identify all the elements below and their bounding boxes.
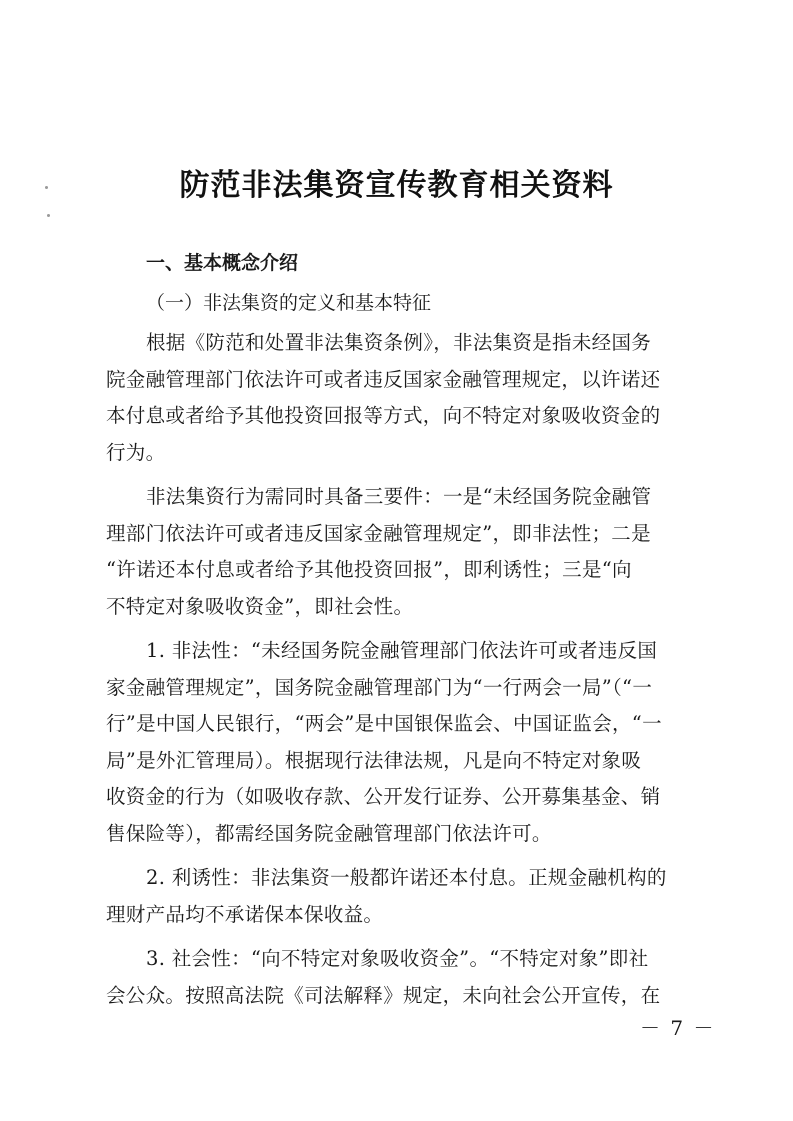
paragraph-line: 售保险等），都需经国务院金融管理部门依法许可。 (106, 821, 552, 845)
paragraph-line: 1. 非法性：“未经国务院金融管理部门依法许可或者违反国 (146, 639, 658, 662)
paragraph-line: 家金融管理规定”，国务院金融管理部门为“一行两会一局”（“一 (106, 675, 653, 699)
paragraph-line: 理财产品均不承诺保本保收益。 (106, 902, 384, 926)
paragraph-definition (106, 325, 706, 471)
paragraph-line: 行”是中国人民银行，“两会”是中国银保监会、中国证监会，“一 (106, 712, 662, 735)
page-number: － 7 － (640, 1016, 716, 1040)
document-title: 防范非法集资宣传教育相关资料 (179, 168, 614, 203)
section-heading: 一、基本概念介绍 (146, 252, 299, 274)
paragraph-line: 本付息或者给予其他投资回报等方式，向不特定对象吸收资金的 (106, 404, 661, 427)
scan-speck (47, 214, 50, 217)
subsection-heading: （一）非法集资的定义和基本特征 (146, 292, 432, 314)
paragraph-line: 行为。 (106, 440, 166, 464)
paragraph-line: 2. 利诱性：非法集资一般都许诺还本付息。正规金融机构的 (146, 866, 667, 889)
paragraph-line: 会公众。按照高法院《司法解释》规定，未向社会公开宣传，在 (106, 983, 661, 1007)
paragraph-line: 3. 社会性：“向不特定对象吸收资金”。“不特定对象”即社 (146, 947, 649, 970)
paragraph-inducement (106, 860, 706, 933)
paragraph-line: 理部门依法许可或者违反国家金融管理规定”，即非法性；二是 (106, 521, 651, 545)
paragraph-line: “许诺还本付息或者给予其他投资回报”，即利诱性；三是“向 (106, 558, 632, 581)
paragraph-line: 非法集资行为需同时具备三要件：一是“未经国务院金融管 (146, 485, 652, 508)
paragraph-line: 不特定对象吸收资金”，即社会性。 (106, 594, 414, 618)
paragraph-line: 院金融管理部门依法许可或者违反国家金融管理规定，以许诺还 (106, 367, 661, 391)
paragraph-line: 局”是外汇管理局）。根据现行法律法规，凡是向不特定对象吸 (106, 748, 642, 772)
document-body (106, 245, 706, 1022)
paragraph-three-elements (106, 479, 706, 625)
paragraph-illegality (106, 633, 706, 852)
paragraph-line: 根据《防范和处置非法集资条例》，非法集资是指未经国务 (146, 331, 652, 354)
paragraph-line: 收资金的行为（如吸收存款、公开发行证券、公开募集基金、销 (106, 785, 661, 808)
paragraph-sociality (106, 941, 706, 1014)
